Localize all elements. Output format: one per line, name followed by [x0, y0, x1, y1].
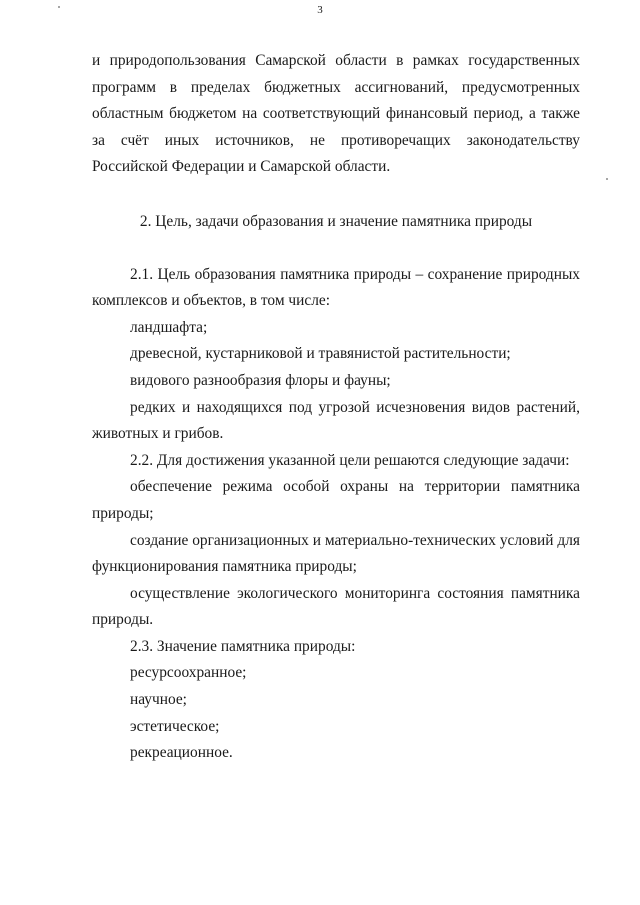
list-item: ресурсоохранное; [130, 664, 247, 682]
list-item: эстетическое; [130, 717, 220, 735]
list-item: создание организационных и материально-технических условий для функционирования памятника природы; [92, 531, 580, 576]
list-item: научное; [130, 691, 187, 709]
paragraph-tasks: 2.2. Для достижения указанной цели решаются следующие задачи: [130, 451, 570, 469]
list-item: видового разнообразия флоры и фауны; [130, 371, 391, 389]
page-number: 3 [317, 4, 323, 16]
list-item: древесной, кустарниковой и травянистой растительности; [130, 345, 511, 363]
list-item: рекреационное. [130, 744, 233, 762]
paragraph-significance: 2.3. Значение памятника природы: [130, 637, 356, 655]
list-item: ландшафта; [130, 318, 208, 336]
document-body [92, 48, 580, 767]
list-item: редких и находящихся под угрозой исчезновения видов растений, животных и грибов. [92, 398, 580, 443]
list-item: осуществление экологического мониторинга состояния памятника природы. [92, 584, 580, 629]
scan-dot [606, 178, 608, 180]
paragraph-goal: 2.1. Цель образования памятника природы – сохранение природных комплексов и объектов, в том числе: [92, 265, 580, 310]
section-heading: 2. Цель, задачи образования и значение памятника природы [139, 212, 533, 230]
list-item: обеспечение режима особой охраны на территории памятника природы; [92, 478, 580, 522]
continuation-paragraph: и природопользования Самарской области в рамках государственных программ в пределах бюджетных ассигнований, предусмотренных областным бюджетом на соответствующий финансовый период, а также за счёт иных источников, не противоречащих законодательству Российской Федерации и Самарской области. [92, 52, 580, 176]
